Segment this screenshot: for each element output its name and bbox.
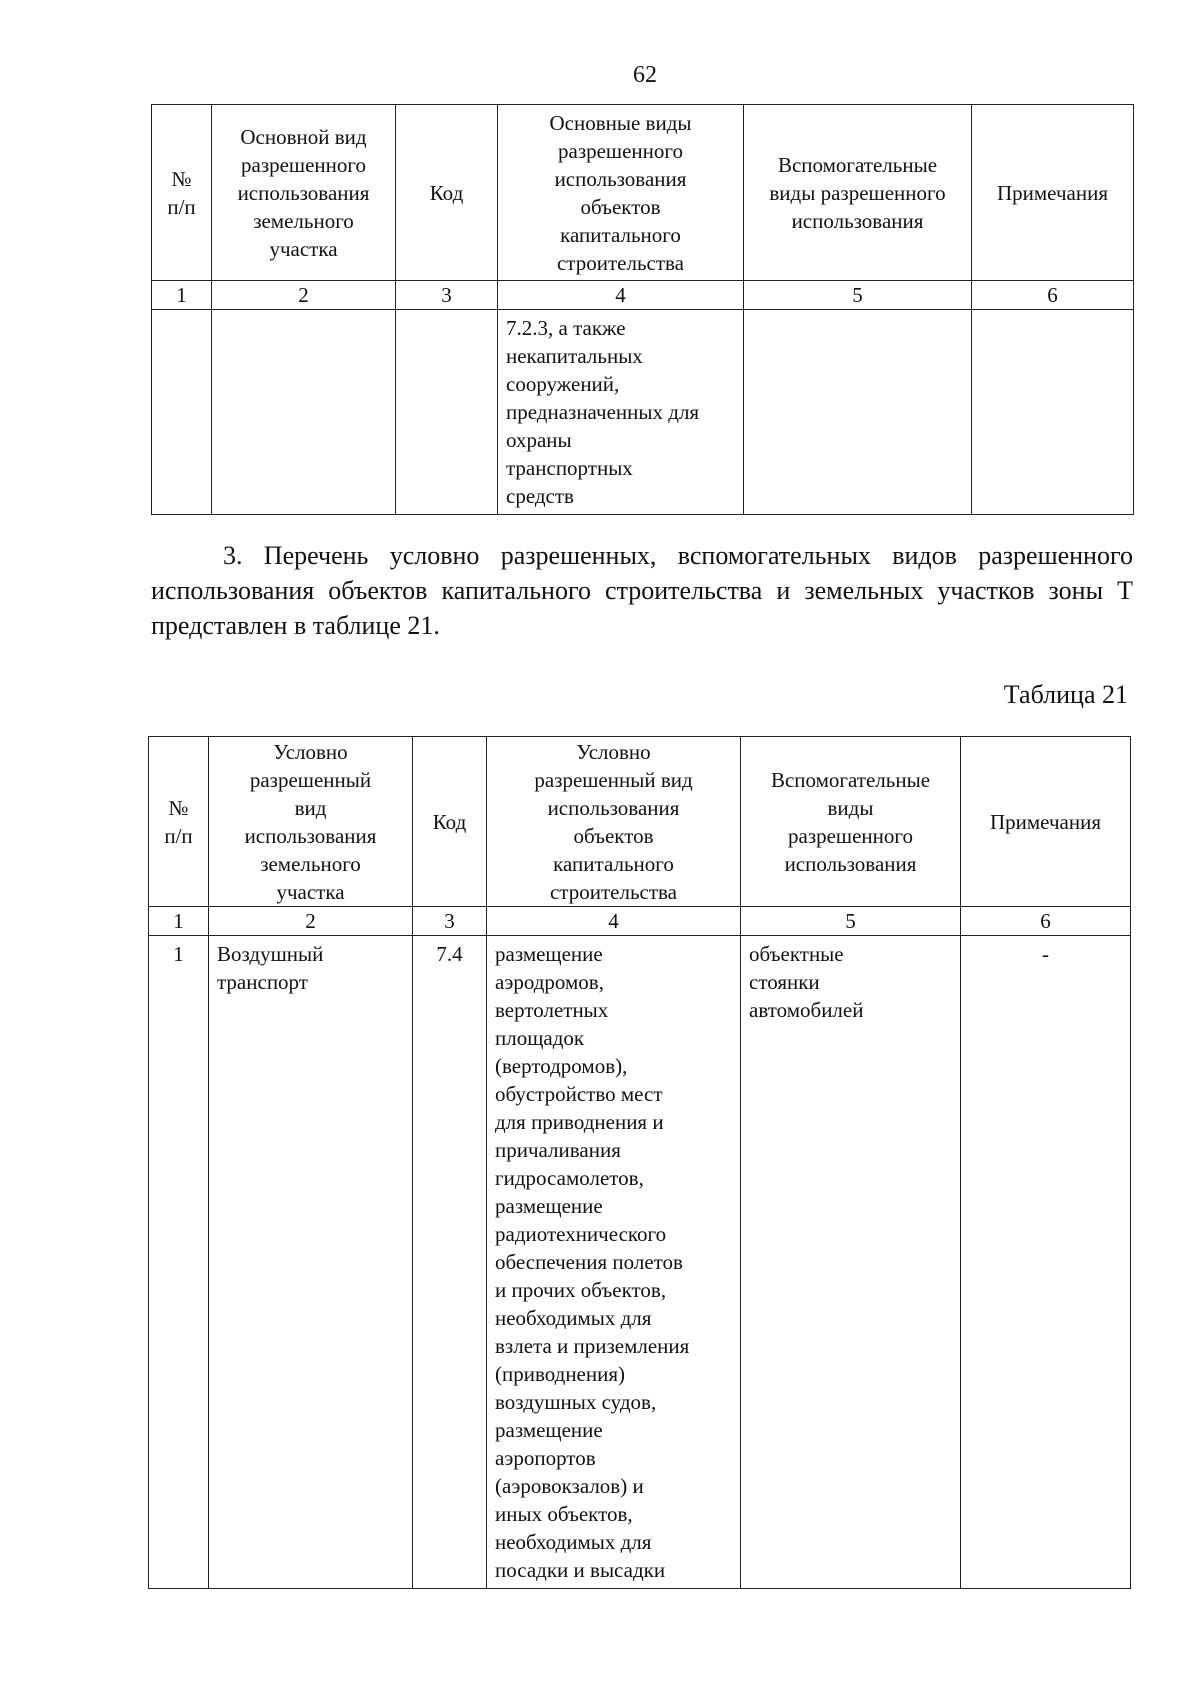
header-code: Код <box>396 105 498 281</box>
section-paragraph: 3. Перечень условно разрешенных, вспомогательных видов разрешенного использования объектов капитального строительства и земельных участков зоны Т представлен в таблице 21. <box>151 541 1133 640</box>
column-number: 2 <box>209 907 413 936</box>
cell-land-use <box>212 310 396 515</box>
cell-number: 1 <box>149 936 209 1589</box>
header-auxiliary-use: Вспомогательные виды разрешенного использования <box>744 105 972 281</box>
cell-notes <box>972 310 1134 515</box>
column-number: 6 <box>972 281 1134 310</box>
cell-notes: - <box>961 936 1131 1589</box>
cell-code: 7.4 <box>413 936 487 1589</box>
column-number: 5 <box>744 281 972 310</box>
header-conditional-land-use: Условно разрешенный вид использования земельного участка <box>209 737 413 907</box>
header-main-land-use: Основной вид разрешенного использования земельного участка <box>212 105 396 281</box>
table-caption: Таблица 21 <box>1003 680 1128 709</box>
column-number: 1 <box>152 281 212 310</box>
cell-code <box>396 310 498 515</box>
column-number: 4 <box>498 281 744 310</box>
header-conditional-capital-use: Условно разрешенный вид использования объектов капитального строительства <box>487 737 741 907</box>
cell-land-use: Воздушный транспорт <box>209 936 413 1589</box>
column-number: 1 <box>149 907 209 936</box>
column-number: 5 <box>741 907 961 936</box>
column-number: 6 <box>961 907 1131 936</box>
page-number: 62 <box>633 62 657 88</box>
header-number: № п/п <box>152 105 212 281</box>
cell-capital-use: размещение аэродромов, вертолетных площадок (вертодромов), обустройство мест для приводнения и причаливания гидросамолетов, размещение радиотехнического обеспечения полетов и прочих объектов, необходимых для взлета и приземления (приводнения) воздушных судов, размещение аэропортов (аэровокзалов) и иных объектов, необходимых для посадки и высадки <box>487 936 741 1589</box>
cell-number <box>152 310 212 515</box>
cell-capital-use: 7.2.3, а также некапитальных сооружений, предназначенных для охраны транспортных средств <box>498 310 744 515</box>
column-number: 3 <box>413 907 487 936</box>
cell-auxiliary-use: объектные стоянки автомобилей <box>741 936 961 1589</box>
column-number: 3 <box>396 281 498 310</box>
header-number: № п/п <box>149 737 209 907</box>
header-code: Код <box>413 737 487 907</box>
table-21 <box>148 736 1131 1589</box>
table-row <box>149 936 1131 1589</box>
column-number: 2 <box>212 281 396 310</box>
table-continued <box>151 104 1134 515</box>
header-notes: Примечания <box>961 737 1131 907</box>
header-main-capital-use: Основные виды разрешенного использования объектов капитального строительства <box>498 105 744 281</box>
header-notes: Примечания <box>972 105 1134 281</box>
column-number: 4 <box>487 907 741 936</box>
cell-auxiliary-use <box>744 310 972 515</box>
header-auxiliary-use: Вспомогательные виды разрешенного использования <box>741 737 961 907</box>
table-row <box>152 310 1134 515</box>
